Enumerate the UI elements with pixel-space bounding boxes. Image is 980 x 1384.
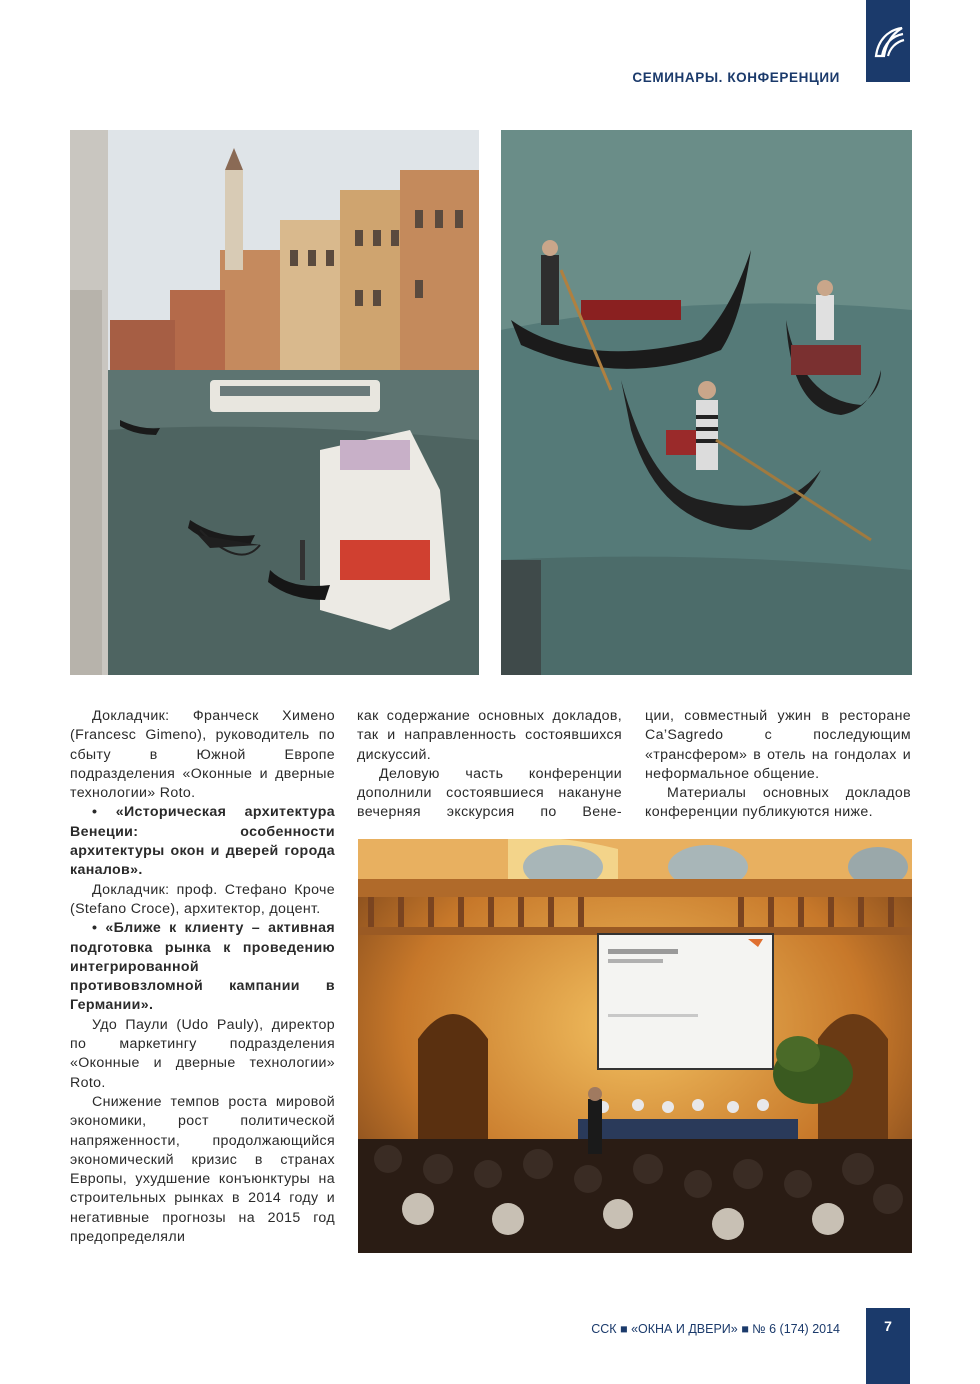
- header-tab: [866, 0, 910, 82]
- paragraph: Удо Паули (Udo Pauly), директор по маркетингу подразделения «Оконные и дверные технологии» Roto.: [70, 1016, 335, 1091]
- paragraph: Материалы основных докладов конференции публикуются ниже.: [645, 785, 911, 821]
- text-column-2: [357, 707, 622, 823]
- section-title: СЕМИНАРЫ. КОНФЕРЕНЦИИ: [632, 70, 840, 85]
- gondolas-photo: [501, 130, 912, 675]
- page-number-tab: [866, 1308, 910, 1384]
- talk-title: • «Ближе к клиенту – активная подготовка рынка к проведению интегрированной противовзломной кампании в Германии».: [70, 920, 335, 1014]
- talk-title: • «Историческая архитектура Венеции: особенности архитектуры окон и дверей города каналов».: [70, 804, 335, 879]
- paragraph: ции, совместный ужин в ресторане Ca’Sagredo с последующим «трансфером» в отель на гондолах и неформальное общение.: [645, 708, 911, 782]
- page-number: 7: [884, 1318, 892, 1334]
- sail-logo-icon: [870, 22, 906, 62]
- footer-citation: ССК ■ «ОКНА И ДВЕРИ» ■ № 6 (174) 2014: [591, 1322, 840, 1336]
- conference-hall-photo: [358, 839, 912, 1253]
- text-column-3: [645, 707, 911, 823]
- paragraph: как содержание основных докладов, так и направленность состоявшихся дискуссий.: [357, 708, 622, 763]
- paragraph: Докладчик: Франческ Химено (Francesc Gimeno), руководитель по сбыту в Южной Европе подразделения «Оконные и дверные технологии» Roto.: [70, 708, 335, 802]
- canal-photo: [70, 130, 479, 675]
- paragraph: Деловую часть конференции дополнили состоявшиеся накануне вечерняя экскурсия по Вене-: [357, 765, 622, 821]
- paragraph: Докладчик: проф. Стефано Кроче (Stefano Croce), архитектор, доцент.: [70, 881, 335, 917]
- paragraph: Снижение темпов роста мировой экономики, рост политической напряженности, продолжающийся экономический кризис в странах Европы, ухудшение конъюнктуры на строительных рынках в 2014 году и негативные прогнозы на 2015 год предопределяли: [70, 1093, 335, 1246]
- text-column-1: [70, 707, 335, 1247]
